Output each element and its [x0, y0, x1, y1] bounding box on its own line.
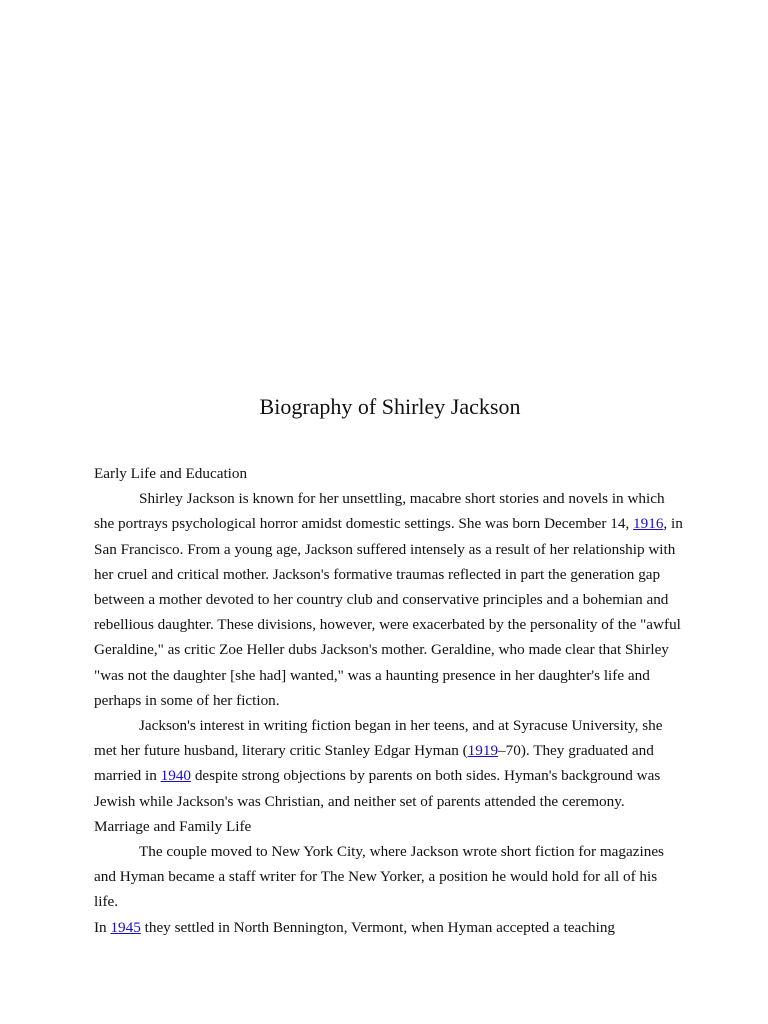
paragraph-text: despite strong objections by parents on both sides. Hyman's background was Jewish while Jackson's was Christian, and neither set of parents attended the ceremony. — [94, 767, 661, 810]
paragraph-text: , in San Francisco. From a young age, Jackson suffered intensely as a result of her relationship with her cruel and critical mother. Jackson's formative traumas reflected in part the generation gap between a mother devoted to her country club and conservative principles and a bohemian and rebellious daughter. These divisions, however, were exacerbated by the personality of the "awful Geraldine," as critic Zoe Heller dubs Jackson's mother. Geraldine, who made clear that Shirley "was not the daughter [she had] wanted," was a haunting presence in her daughter's life and perhaps in some of her fiction. — [94, 515, 683, 709]
year-link-1919[interactable]: 1919 — [467, 742, 499, 760]
document-title: Biography of Shirley Jackson — [259, 394, 521, 419]
paragraph-marriage-2 — [94, 915, 684, 940]
year-link-1945[interactable]: 1945 — [110, 918, 141, 936]
paragraph-text: Jackson's interest in writing fiction began in her teens, and at Syracuse University, she met her future husband, literary critic Stanley Edgar Hyman ( — [94, 717, 663, 760]
paragraph-text: In — [94, 918, 111, 936]
paragraph-text: they settled in North Bennington, Vermont, when Hyman accepted a teaching — [140, 918, 616, 936]
paragraph-early-life-2 — [94, 713, 684, 814]
paragraph-text: The couple moved to New York City, where Jackson wrote short fiction for magazines and Hyman became a staff writer for The New Yorker, a position he would hold for all of his life. — [94, 843, 664, 911]
paragraph-marriage-1 — [94, 839, 684, 915]
paragraph-text: –70). They graduated and married in — [94, 742, 654, 785]
document-body — [94, 461, 684, 940]
section-heading-early-life: Early Life and Education — [94, 465, 248, 482]
section-heading-marriage: Marriage and Family Life — [94, 817, 252, 835]
paragraph-text: Shirley Jackson is known for her unsettling, macabre short stories and novels in which she portrays psychological horror amidst domestic settings. She was born December 14, — [94, 490, 665, 533]
year-link-1940[interactable]: 1940 — [160, 767, 192, 785]
year-link-1916[interactable]: 1916 — [633, 515, 664, 533]
paragraph-early-life-1 — [94, 486, 684, 713]
